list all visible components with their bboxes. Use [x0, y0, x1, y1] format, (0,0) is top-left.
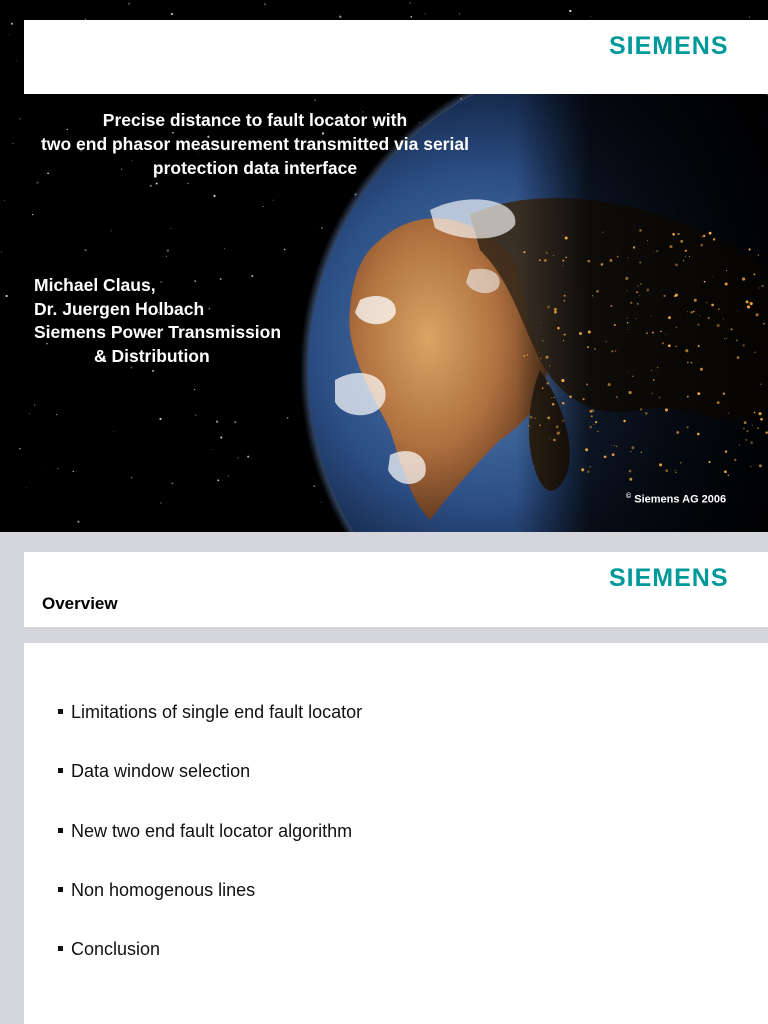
overview-list: [58, 701, 362, 997]
city-light: [675, 472, 676, 473]
city-light: [564, 334, 566, 336]
city-light: [665, 408, 668, 411]
city-light: [700, 315, 701, 316]
city-light: [701, 236, 703, 238]
city-light: [611, 305, 613, 307]
city-light: [713, 238, 715, 240]
city-light: [553, 397, 554, 398]
city-light: [587, 346, 589, 348]
city-light: [675, 346, 677, 348]
city-light: [728, 475, 729, 476]
city-light: [528, 425, 529, 426]
city-light: [680, 240, 683, 243]
city-light: [540, 358, 541, 359]
city-light: [675, 294, 678, 297]
city-light: [562, 402, 564, 404]
city-light: [562, 265, 563, 266]
city-light: [713, 276, 714, 277]
city-light: [639, 229, 642, 232]
city-light: [591, 415, 593, 417]
city-light: [750, 441, 753, 444]
city-light: [700, 244, 703, 247]
city-light: [746, 300, 749, 303]
city-light: [653, 379, 655, 381]
city-light: [659, 397, 661, 399]
city-light: [687, 426, 689, 428]
slide2-body: [24, 643, 768, 1024]
city-light: [561, 379, 564, 382]
city-light: [589, 410, 592, 413]
city-light: [676, 431, 679, 434]
city-light: [747, 305, 750, 308]
city-light: [759, 288, 760, 289]
city-light: [691, 362, 693, 364]
city-light: [675, 263, 678, 266]
city-light: [563, 235, 564, 236]
list-item: [58, 760, 362, 819]
city-light: [553, 255, 554, 256]
city-light: [627, 322, 629, 324]
city-light: [669, 245, 672, 248]
city-light: [530, 427, 531, 428]
city-light: [565, 257, 566, 258]
city-light: [752, 425, 753, 426]
city-light: [637, 303, 639, 305]
city-light: [750, 302, 753, 305]
city-light: [743, 344, 745, 346]
city-light: [728, 413, 729, 414]
city-light: [549, 438, 550, 439]
city-light: [625, 277, 628, 280]
city-light: [557, 327, 560, 330]
bullet-marker: [58, 709, 63, 714]
city-light: [746, 430, 748, 432]
list-item-text: New two end fault locator algorithm: [71, 820, 353, 841]
city-light: [611, 350, 613, 352]
city-light: [592, 295, 593, 296]
author-line: & Distribution: [94, 345, 210, 366]
city-light: [553, 439, 556, 442]
city-light: [725, 283, 728, 286]
city-light: [726, 338, 727, 339]
city-light: [588, 331, 591, 334]
copyright-symbol: ©: [626, 493, 632, 500]
city-light: [563, 300, 565, 302]
city-light: [653, 251, 654, 252]
city-light: [759, 464, 762, 467]
city-light: [739, 445, 740, 446]
city-light: [651, 316, 652, 317]
city-light: [718, 308, 720, 310]
city-light: [544, 259, 547, 262]
city-light: [646, 332, 648, 334]
city-light: [674, 470, 675, 471]
city-light: [711, 304, 714, 307]
city-light: [665, 469, 668, 472]
city-light: [687, 311, 688, 312]
bullet-marker: [58, 768, 63, 773]
city-light: [593, 424, 594, 425]
city-light: [723, 318, 724, 319]
city-light: [590, 466, 592, 468]
city-light: [569, 396, 571, 398]
city-light: [744, 421, 747, 424]
city-light: [614, 445, 615, 446]
copyright-notice: [626, 493, 726, 506]
city-light: [700, 368, 703, 371]
city-light: [585, 448, 588, 451]
city-light: [557, 432, 560, 435]
city-light: [717, 324, 720, 327]
city-light: [652, 393, 653, 394]
city-light: [646, 288, 649, 291]
city-light: [539, 259, 541, 261]
city-light: [565, 236, 568, 239]
city-light: [627, 257, 628, 258]
slide2-header: [24, 552, 768, 627]
city-light: [597, 431, 598, 432]
city-light: [708, 461, 710, 463]
city-light: [617, 256, 619, 258]
city-light: [736, 340, 737, 341]
list-item-text: Data window selection: [71, 761, 251, 782]
city-light: [685, 349, 688, 352]
title-line: protection data interface: [152, 158, 358, 178]
city-light: [627, 372, 628, 373]
city-light: [668, 344, 671, 347]
city-light: [639, 261, 641, 263]
city-light: [616, 396, 617, 397]
city-light: [614, 324, 616, 326]
city-light: [691, 311, 693, 313]
city-light: [590, 426, 592, 428]
city-light: [604, 455, 607, 458]
city-light: [595, 421, 597, 423]
city-light: [527, 354, 529, 356]
city-light: [627, 318, 628, 319]
city-light: [637, 285, 638, 286]
city-light: [630, 302, 632, 304]
city-light: [687, 362, 689, 364]
city-light: [583, 398, 585, 400]
city-light: [554, 308, 557, 311]
city-light: [660, 331, 662, 333]
city-light: [551, 397, 552, 398]
list-item: [58, 820, 362, 879]
city-light: [723, 393, 725, 395]
city-light: [680, 462, 681, 463]
city-light: [534, 466, 535, 467]
city-light: [694, 299, 697, 302]
city-light: [687, 396, 689, 398]
city-light: [629, 478, 632, 481]
list-item-text: Non homogenous lines: [71, 879, 256, 900]
siemens-logo: SIEMENS: [609, 32, 729, 60]
city-light: [547, 306, 550, 309]
city-light: [587, 471, 589, 473]
city-light: [554, 311, 557, 314]
list-item: [58, 701, 362, 760]
city-light: [562, 260, 564, 262]
city-light: [698, 324, 700, 326]
city-light: [709, 232, 712, 235]
city-light: [698, 345, 700, 347]
city-light: [608, 383, 611, 386]
city-light: [552, 403, 555, 406]
city-light: [734, 459, 736, 461]
city-light: [628, 329, 629, 330]
city-light: [672, 233, 675, 236]
city-light: [696, 314, 697, 315]
city-light: [564, 295, 566, 297]
city-light: [546, 252, 547, 253]
city-light: [581, 468, 584, 471]
city-light: [549, 365, 550, 366]
city-light: [731, 328, 733, 330]
bullet-marker: [58, 887, 63, 892]
city-light: [683, 260, 685, 262]
city-light: [636, 318, 637, 319]
city-light: [685, 250, 687, 252]
city-light: [523, 251, 525, 253]
city-light: [609, 259, 612, 262]
city-light: [629, 470, 632, 473]
city-light: [632, 376, 633, 377]
list-item: [58, 938, 362, 997]
city-light: [693, 311, 695, 313]
city-light: [611, 445, 612, 446]
city-light: [668, 316, 671, 319]
list-item-text: Conclusion: [71, 939, 161, 960]
city-light: [546, 382, 548, 384]
city-light: [640, 283, 642, 285]
city-light: [657, 367, 659, 369]
city-light: [689, 256, 690, 257]
author-line: Michael Claus,: [34, 275, 156, 295]
siemens-logo: SIEMENS: [609, 564, 729, 592]
city-light: [754, 351, 756, 353]
city-light: [760, 384, 761, 385]
city-light: [763, 323, 764, 324]
city-light: [662, 342, 664, 344]
list-item-text: Limitations of single end fault locator: [71, 702, 363, 722]
city-light: [759, 412, 762, 415]
city-light: [704, 281, 706, 283]
title-line: two end phasor measurement transmitted via serial: [41, 134, 469, 154]
city-light: [676, 327, 677, 328]
city-light: [639, 295, 640, 296]
slide-title: [20, 108, 490, 180]
city-light: [724, 470, 727, 473]
city-light: [749, 248, 751, 250]
author-line: Dr. Juergen Holbach: [34, 298, 205, 319]
city-light: [631, 446, 634, 449]
city-light: [542, 387, 544, 389]
title-line: Precise distance to fault locator with: [102, 110, 408, 130]
city-light: [579, 332, 582, 335]
list-item: [58, 879, 362, 938]
city-light: [547, 417, 550, 420]
city-light: [663, 295, 665, 297]
city-light: [760, 418, 763, 421]
city-light: [724, 338, 725, 339]
city-light: [737, 356, 740, 359]
city-light: [659, 463, 662, 466]
city-light: [586, 383, 588, 385]
city-light: [596, 290, 599, 293]
city-light: [562, 420, 563, 421]
city-light: [737, 310, 738, 311]
city-light: [645, 412, 648, 415]
city-light: [652, 332, 654, 334]
bullet-marker: [58, 946, 63, 951]
city-light: [641, 452, 642, 453]
city-light: [538, 353, 539, 354]
city-light: [542, 340, 543, 341]
city-light: [594, 348, 596, 350]
city-light: [530, 416, 533, 419]
city-light: [685, 256, 686, 257]
city-light: [556, 426, 559, 429]
city-light: [697, 433, 700, 436]
city-light: [524, 355, 526, 357]
city-light: [726, 270, 727, 271]
city-light: [540, 322, 541, 323]
city-light: [677, 233, 679, 235]
city-light: [636, 291, 638, 293]
city-light: [697, 392, 700, 395]
city-light: [534, 418, 535, 419]
city-light: [757, 427, 759, 429]
city-light: [545, 356, 548, 359]
city-light: [725, 450, 728, 453]
city-light: [629, 391, 632, 394]
city-light: [706, 302, 708, 304]
city-light: [601, 263, 604, 266]
city-light: [627, 290, 628, 291]
city-light: [647, 240, 648, 241]
city-light: [665, 334, 666, 335]
city-light: [754, 412, 756, 414]
city-light: [633, 246, 635, 248]
city-light: [630, 451, 631, 452]
city-light: [656, 250, 658, 252]
city-light: [623, 420, 626, 423]
city-light: [612, 453, 615, 456]
city-light: [602, 232, 603, 233]
copyright-text: Siemens AG 2006: [634, 493, 727, 506]
city-light: [743, 428, 745, 430]
city-light: [754, 274, 756, 276]
bullet-marker: [58, 828, 63, 833]
city-light: [742, 277, 745, 280]
city-light: [750, 466, 751, 467]
city-light: [745, 439, 747, 441]
city-light: [717, 401, 720, 404]
city-light: [539, 424, 541, 426]
city-light: [651, 370, 652, 371]
author-line: Siemens Power Transmission: [34, 322, 282, 342]
slide2-heading: Overview: [42, 594, 118, 613]
city-light: [758, 254, 759, 255]
city-light: [756, 313, 759, 316]
slide1-header: [24, 20, 768, 94]
city-light: [563, 340, 564, 341]
city-light: [703, 235, 705, 237]
city-light: [615, 350, 616, 351]
city-light: [708, 317, 710, 319]
city-light: [606, 341, 608, 343]
city-light: [616, 446, 617, 447]
city-light: [640, 408, 642, 410]
city-light: [762, 285, 764, 287]
authors-block: [34, 274, 281, 368]
city-light: [587, 260, 590, 263]
